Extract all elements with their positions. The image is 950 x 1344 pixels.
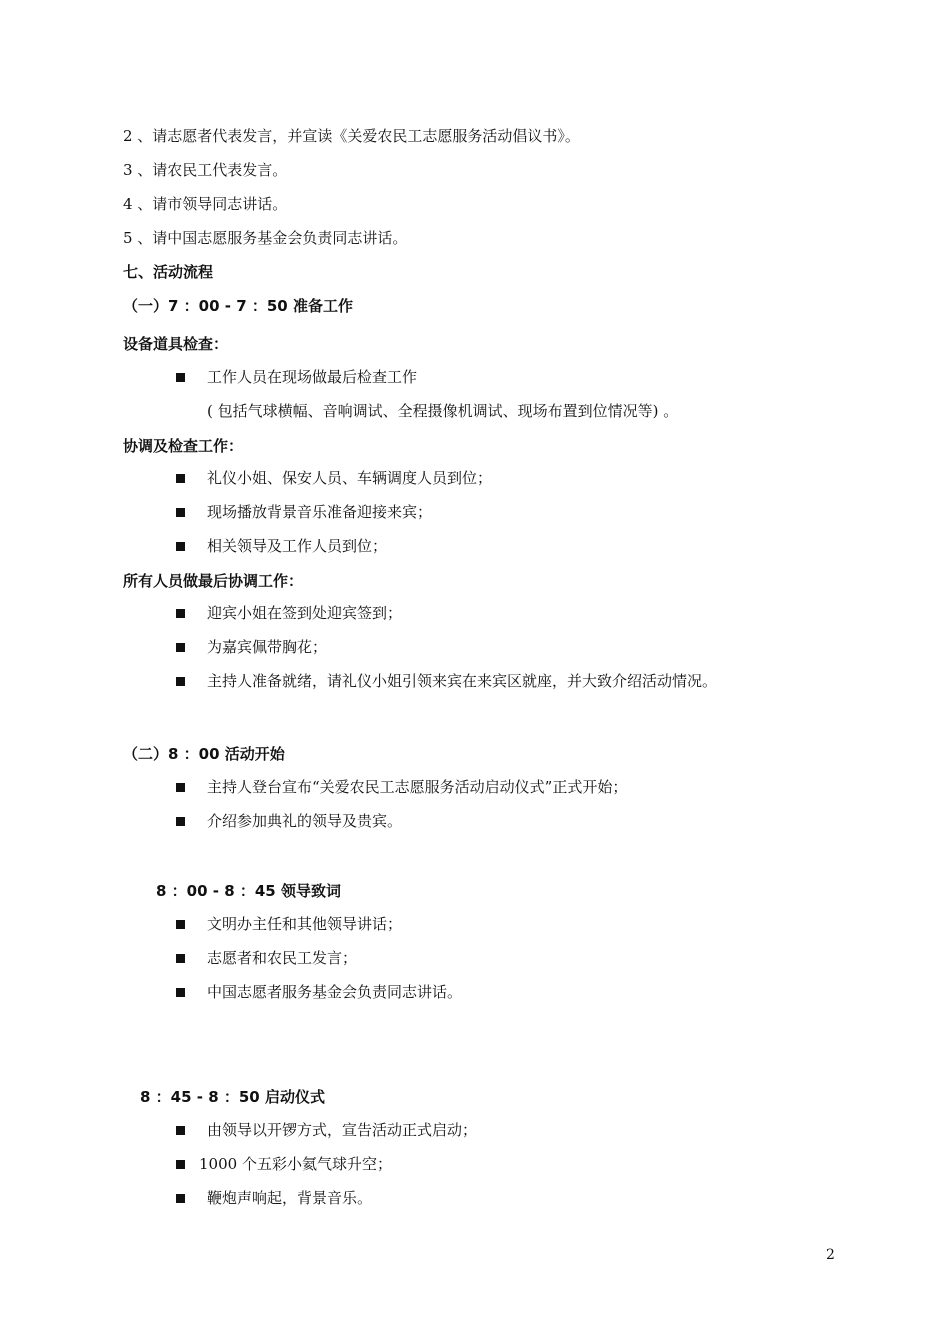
bullet-icon (176, 954, 185, 963)
list-item: 4 、请市领导同志讲话。 (123, 195, 288, 213)
bullet-icon (176, 1194, 185, 1203)
bullet-icon (176, 609, 185, 618)
list-item: 志愿者和农民工发言； (207, 949, 358, 967)
group3-title: 所有人员做最后协调工作： (123, 572, 304, 590)
group2-title: 协调及检查工作： (123, 437, 244, 455)
list-item: 介绍参加典礼的领导及贵宾。 (207, 812, 403, 830)
list-item: 中国志愿者服务基金会负责同志讲话。 (207, 983, 463, 1001)
part4-heading: 8 ：45 - 8 ：50 启动仪式 (140, 1088, 325, 1106)
list-item: 2 、请志愿者代表发言，并宣读《关爱农民工志愿服务活动倡议书》。 (123, 127, 580, 145)
page-number: 2 (826, 1247, 835, 1263)
note-text: ( 包括气球横幅、音响调试、全程摄像机调试、现场布置到位情况等) 。 (207, 402, 679, 420)
bullet-icon (176, 474, 185, 483)
list-item: 鞭炮声响起，背景音乐。 (207, 1189, 373, 1207)
bullet-icon (176, 508, 185, 517)
list-item: 相关领导及工作人员到位； (207, 537, 388, 555)
bullet-icon (176, 677, 185, 686)
bullet-icon (176, 373, 185, 382)
list-item: 主持人准备就绪，请礼仪小姐引领来宾在来宾区就座，并大致介绍活动情况。 (207, 672, 718, 690)
section-title: 七、活动流程 (123, 263, 214, 281)
list-item: 工作人员在现场做最后检查工作 (207, 368, 418, 386)
list-item: 3 、请农民工代表发言。 (123, 161, 288, 179)
list-item: 礼仪小姐、保安人员、车辆调度人员到位； (207, 469, 493, 487)
bullet-icon (176, 920, 185, 929)
bullet-icon (176, 988, 185, 997)
list-item: 现场播放背景音乐准备迎接来宾； (207, 503, 433, 521)
list-item: 5 、请中国志愿服务基金会负责同志讲话。 (123, 229, 408, 247)
bullet-icon (176, 542, 185, 551)
bullet-icon (176, 1126, 185, 1135)
list-item: 主持人登台宣布“关爱农民工志愿服务活动启动仪式”正式开始； (207, 778, 628, 796)
bullet-icon (176, 783, 185, 792)
part1-heading: （一）7 ：00 - 7 ：50 准备工作 (123, 297, 353, 315)
list-item: 由领导以开锣方式，宣告活动正式启动； (207, 1121, 478, 1139)
part3-heading: 8 ：00 - 8 ：45 领导致词 (156, 882, 341, 900)
bullet-icon (176, 1160, 185, 1169)
list-item: 为嘉宾佩带胸花； (207, 638, 328, 656)
list-item: 1000 个五彩小氦气球升空； (199, 1155, 392, 1173)
part2-heading: （二）8 ：00 活动开始 (123, 745, 285, 763)
list-item: 文明办主任和其他领导讲话； (207, 915, 403, 933)
group1-title: 设备道具检查： (123, 335, 229, 353)
list-item: 迎宾小姐在签到处迎宾签到； (207, 604, 403, 622)
bullet-icon (176, 643, 185, 652)
bullet-icon (176, 817, 185, 826)
